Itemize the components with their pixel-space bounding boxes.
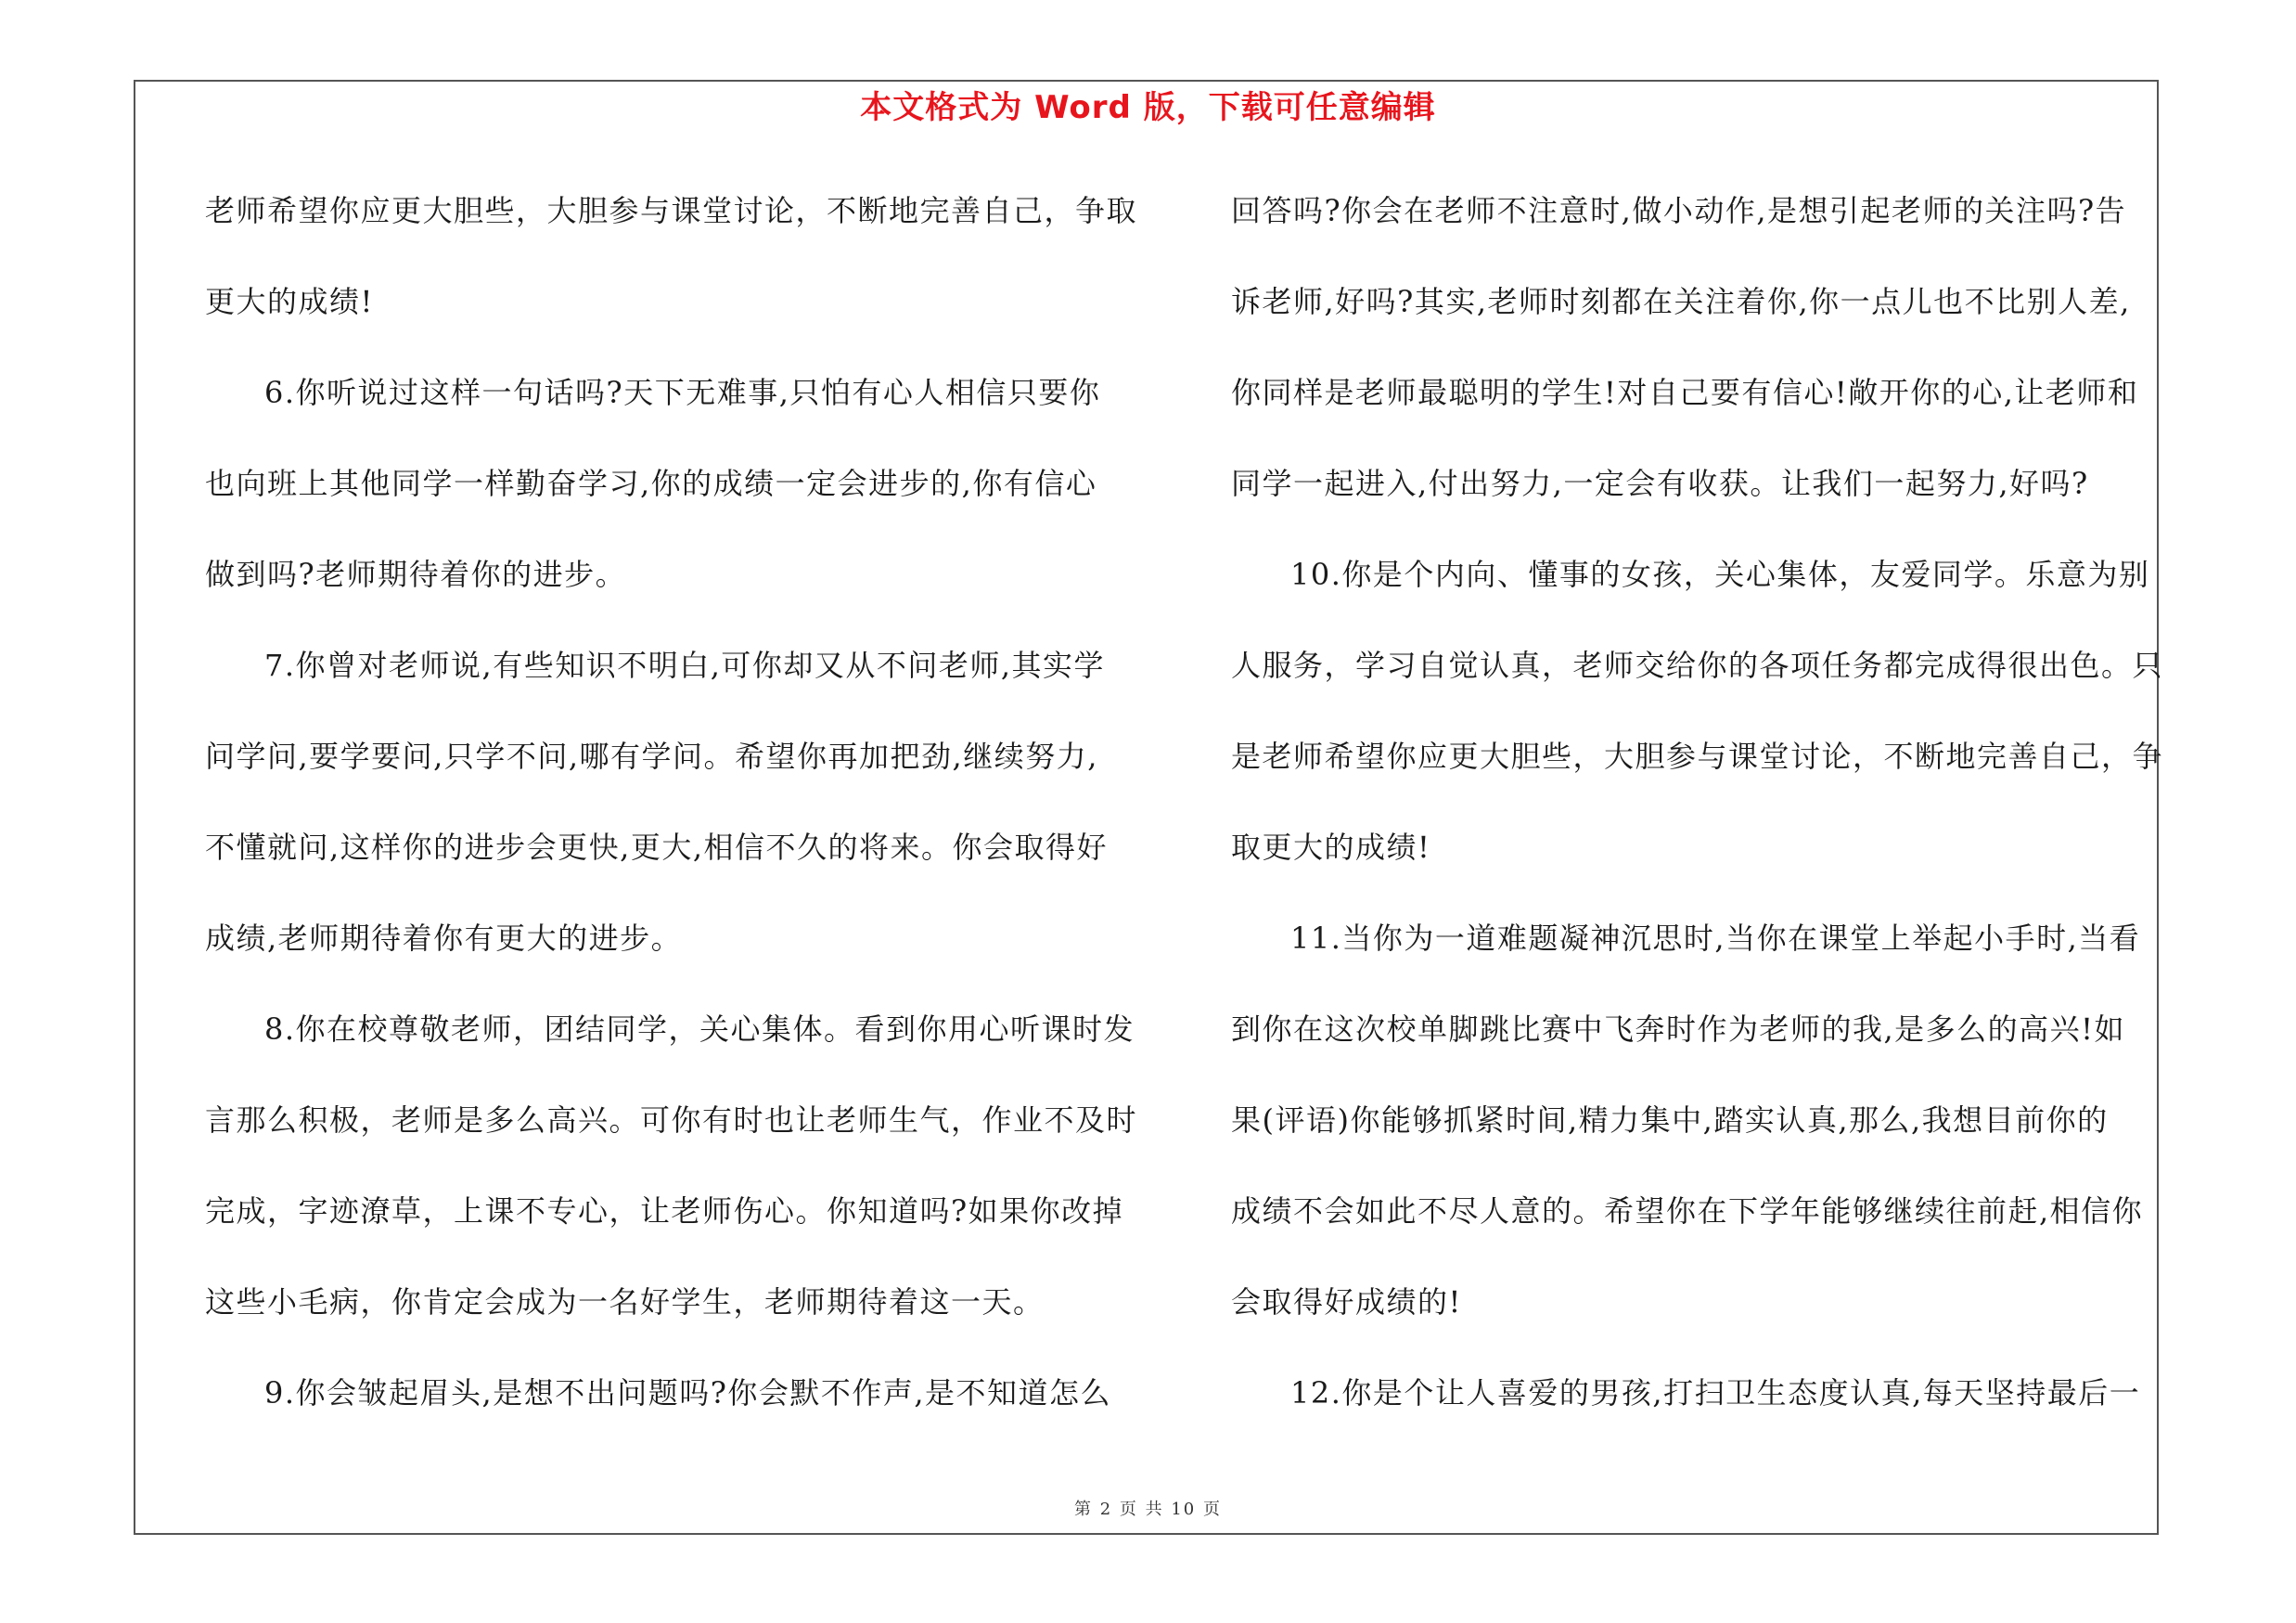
paragraph-start-line: 11.当你为一道难题凝神沉思时,当你在课堂上举起小手时,当看 — [1290, 921, 2141, 956]
text-line: 这些小毛病，你肯定会成为一名好学生，老师期待着这一天。 — [205, 1284, 1045, 1320]
text-line: 到你在这次校单脚跳比赛中飞奔时作为老师的我,是多么的高兴!如 — [1231, 1011, 2126, 1047]
paragraph-start-line: 10.你是个内向、懂事的女孩，关心集体，友爱同学。乐意为别 — [1290, 557, 2150, 592]
right-column — [1231, 178, 2164, 1451]
paragraph-start-line: 6.你听说过这样一句话吗?天下无难事,只怕有心人相信只要你 — [264, 375, 1101, 410]
text-line: 同学一起进入,付出努力,一定会有收获。让我们一起努力,好吗? — [1231, 466, 2089, 501]
text-line: 完成，字迹潦草，上课不专心，让老师伤心。你知道吗?如果你改掉 — [205, 1193, 1124, 1229]
text-line: 你同样是老师最聪明的学生!对自己要有信心!敞开你的心,让老师和 — [1231, 375, 2139, 410]
text-line: 也向班上其他同学一样勤奋学习,你的成绩一定会进步的,你有信心 — [205, 466, 1097, 501]
text-line: 更大的成绩! — [205, 284, 374, 319]
paragraph-start-line: 8.你在校尊敬老师，团结同学，关心集体。看到你用心听课时发 — [264, 1011, 1135, 1047]
left-column — [205, 178, 1138, 1451]
text-line: 言那么积极，老师是多么高兴。可你有时也让老师生气，作业不及时 — [205, 1102, 1138, 1138]
text-line: 诉老师,好吗?其实,老师时刻都在关注着你,你一点儿也不比别人差, — [1231, 284, 2131, 319]
page-number-footer: 第 2 页 共 10 页 — [1074, 1500, 1222, 1519]
text-line: 回答吗?你会在老师不注意时,做小动作,是想引起老师的关注吗?告 — [1231, 193, 2127, 228]
text-line: 人服务，学习自觉认真，老师交给你的各项任务都完成得很出色。只 — [1231, 648, 2164, 683]
paragraph-start-line: 7.你曾对老师说,有些知识不明白,可你却又从不问老师,其实学 — [264, 648, 1106, 683]
text-line: 成绩,老师期待着你有更大的进步。 — [205, 921, 683, 956]
text-line: 做到吗?老师期待着你的进步。 — [205, 557, 627, 592]
header-banner: 本文格式为 Word 版，下载可任意编辑 — [860, 89, 1436, 126]
text-line: 问学问,要学要问,只学不问,哪有学问。希望你再加把劲,继续努力, — [205, 739, 1098, 774]
text-line: 是老师希望你应更大胆些，大胆参与课堂讨论，不断地完善自己，争 — [1231, 739, 2164, 774]
paragraph-start-line: 9.你会皱起眉头,是想不出问题吗?你会默不作声,是不知道怎么 — [264, 1375, 1112, 1410]
text-line: 会取得好成绩的! — [1231, 1284, 1462, 1320]
text-line: 取更大的成绩! — [1231, 830, 1431, 865]
text-line: 成绩不会如此不尽人意的。希望你在下学年能够继续往前赶,相信你 — [1231, 1193, 2144, 1229]
text-line: 不懂就问,这样你的进步会更快,更大,相信不久的将来。你会取得好 — [205, 830, 1109, 865]
paragraph-start-line: 12.你是个让人喜爱的男孩,打扫卫生态度认真,每天坚持最后一 — [1290, 1375, 2141, 1410]
text-line: 老师希望你应更大胆些，大胆参与课堂讨论，不断地完善自己，争取 — [205, 193, 1138, 228]
text-line: 果(评语)你能够抓紧时间,精力集中,踏实认真,那么,我想目前你的 — [1231, 1102, 2109, 1138]
